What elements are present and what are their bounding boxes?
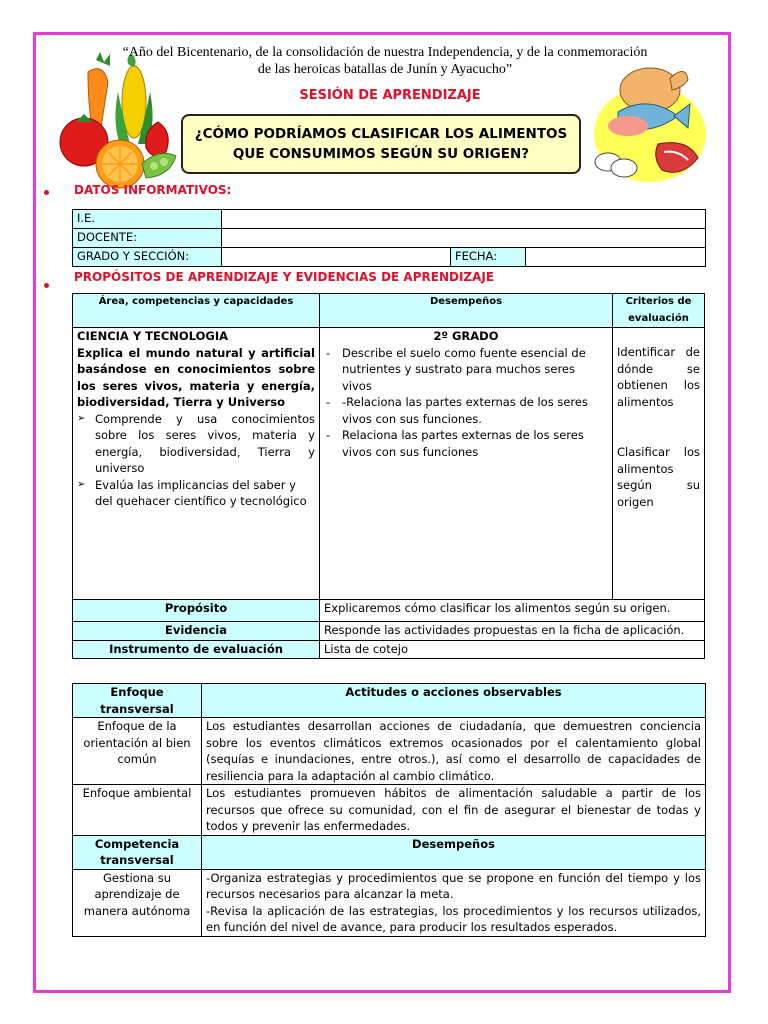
proposito-label: Propósito bbox=[73, 600, 320, 622]
grado-label: GRADO Y SECCIÓN: bbox=[73, 248, 222, 267]
competencia-text-1: -Organiza estrategias y procedimientos que se propone en función del tiempo y los recursos necesarios para alcanzar la meta. bbox=[206, 870, 701, 901]
enfoque-name: Enfoque de la orientación al bien común bbox=[73, 718, 202, 785]
competencia-text: Explica el mundo natural y artificial basándose en conocimientos sobre los seres vivos, materia y energía, biodiversidad, Tierra y Universo bbox=[77, 345, 315, 409]
area-name: CIENCIA Y TECNOLOGIA bbox=[77, 329, 229, 343]
desempenos-cell bbox=[320, 328, 613, 600]
fecha-value bbox=[526, 248, 706, 267]
col-actitudes: Actitudes o acciones observables bbox=[202, 684, 706, 718]
evidencia-value: Responde las actividades propuestas en la ficha de aplicación. bbox=[320, 622, 705, 641]
year-line-1: “Año del Bicentenario, de la consolidación de nuestra Independencia, y de la conmemoración bbox=[122, 45, 648, 60]
col-competencia-desempenos: Desempeños bbox=[202, 835, 706, 869]
datos-heading: DATOS INFORMATIVOS: bbox=[74, 183, 232, 197]
grado-value bbox=[222, 248, 451, 267]
question-box bbox=[181, 114, 581, 174]
area-cell bbox=[73, 328, 320, 600]
propositos-table bbox=[72, 293, 705, 659]
competencia-text-2: -Revisa la aplicación de las estrategias, los procedimientos y los recursos utilizados, en función del nivel de avance, para producir los resultados esperados. bbox=[206, 903, 701, 934]
datos-table bbox=[72, 209, 706, 267]
bullet-propositos bbox=[44, 283, 49, 288]
question-line-1: ¿CÓMO PODRÍAMOS CLASIFICAR LOS ALIMENTOS bbox=[194, 126, 568, 142]
fecha-label: FECHA: bbox=[451, 248, 526, 267]
evidencia-label: Evidencia bbox=[73, 622, 320, 641]
competencia-name: Gestiona su aprendizaje de manera autónoma bbox=[73, 869, 202, 936]
enfoques-table bbox=[72, 683, 706, 937]
desempenos-list bbox=[324, 345, 608, 461]
col-criterios-line-2: evaluación bbox=[628, 312, 689, 324]
criterios-cell bbox=[613, 328, 705, 600]
criterio-2: Clasificar los alimentos según su origen bbox=[617, 445, 700, 509]
propositos-heading: PROPÓSITOS DE APRENDIZAJE Y EVIDENCIAS DE APRENDIZAJE bbox=[74, 270, 495, 284]
desempeno-item: - Relaciona las partes externas de los seres vivos con sus funciones bbox=[324, 427, 608, 460]
question-line-2: QUE CONSUMIMOS SEGÚN SU ORIGEN? bbox=[232, 146, 530, 162]
year-heading bbox=[80, 44, 690, 78]
proposito-value: Explicaremos cómo clasificar los alimentos según su origen. bbox=[320, 600, 705, 622]
grado-text: 2º GRADO bbox=[433, 329, 499, 343]
ie-value bbox=[222, 210, 706, 229]
capacidad-item: ➢ Evalúa las implicancias del saber y del quehacer científico y tecnológico bbox=[77, 477, 315, 510]
desempeno-item: - -Relaciona las partes externas de los seres vivos con sus funciones. bbox=[324, 394, 608, 427]
capacidad-item: ➢ Comprende y usa conocimientos sobre los seres vivos, materia y energía, biodiversidad, Tierra y universo bbox=[77, 411, 315, 477]
instrumento-value: Lista de cotejo bbox=[320, 641, 705, 659]
col-criterios-line-1: Criterios de bbox=[625, 296, 692, 307]
instrumento-label: Instrumento de evaluación bbox=[73, 641, 320, 659]
desempeno-item: - Describe el suelo como fuente esencial de nutrientes y sustrato para muchos seres vivos bbox=[324, 345, 608, 395]
bullet-datos bbox=[44, 190, 49, 195]
col-area: Área, competencias y capacidades bbox=[73, 294, 320, 328]
ie-label: I.E. bbox=[73, 210, 222, 229]
enfoque-text: Los estudiantes desarrollan acciones de ciudadanía, que demuestren conciencia sobre los eventos climáticos extremos ocasionados por el calentamiento global (sequías e inundaciones, entre otros.), así como el desarrollo de capacidades de resiliencia para la adaptación al cambio climático. bbox=[202, 718, 706, 785]
competencia-text bbox=[202, 869, 706, 936]
col-competencia: Competencia transversal bbox=[73, 835, 202, 869]
capacidades-list bbox=[77, 411, 315, 510]
col-criterios bbox=[613, 294, 705, 328]
enfoque-name: Enfoque ambiental bbox=[73, 785, 202, 836]
docente-value bbox=[222, 229, 706, 248]
col-desempenos: Desempeños bbox=[320, 294, 613, 328]
year-line-2: de las heroicas batallas de Junín y Ayacucho” bbox=[257, 62, 513, 77]
criterio-1: Identificar de dónde se obtienen los alimentos bbox=[617, 345, 700, 409]
enfoque-text: Los estudiantes promueven hábitos de alimentación saludable a partir de los recursos que ofrece su comunidad, con el fin de asegurar el bienestar de todas y todos y prevenir las enfermedades. bbox=[202, 785, 706, 836]
docente-label: DOCENTE: bbox=[73, 229, 222, 248]
session-title: SESIÓN DE APRENDIZAJE bbox=[299, 88, 481, 103]
col-enfoque: Enfoque transversal bbox=[73, 684, 202, 718]
